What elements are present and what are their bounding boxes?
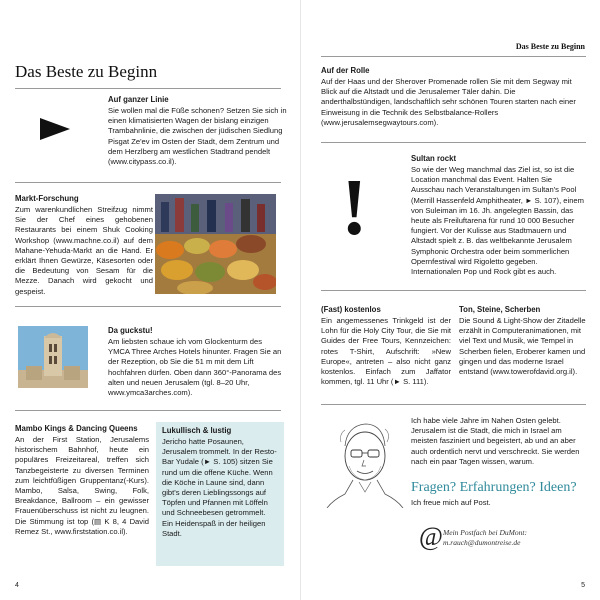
section-text: Ein angemessenes Trinkgeld ist der Lohn für die Holy City Tour, die Sie mit Guides der Free Tours, Kennzeichen: rotes T-Shirt, Aufschrift: »New Europe«, antreten – also nicht ganz kostenlos. Einfach zum Jaffator kommen, tgl. 11 Uhr (► S. 111). (321, 316, 451, 387)
section-text: Die Sound & Light-Show der Zitadelle erzählt in Computeranimationen, mit viel Text und Musik, wie Tempel in Scherben fielen, Eroberer kamen und gingen und das moderne Israel entstand (www.towerofdavid.org.il). (459, 316, 586, 377)
divider (321, 404, 586, 405)
section-text: Jericho hatte Posaunen, Jerusalem trommelt. In der Resto-Bar Yudale (► S. 105) sitzen Sie rund um die offene Küche. Wenn die Köche in Laune sind, dann gibt's deren Lieblingssongs auf Töpfen und Pfannen mit Löffeln und Schneebesen getrommelt. Ein Heidenspaß in der heiligen Stadt. (162, 437, 277, 538)
feedback-subtext: Ich freue mich auf Post. (411, 498, 491, 507)
exclamation-icon: ! (341, 164, 368, 252)
running-head: Das Beste zu Beginn (515, 42, 585, 51)
section-text: Sie wollen mal die Füße schonen? Setzen Sie sich in einen klimatisierten Wagen der bislang einzigen Trambahnlinie, die zwischen der jüdischen Siedlung Pisgat Ze'ev im Osten der Stadt, dem Zentrum und dem Herzlberg am westlichen Stadtrand pendelt (www.citypass.co.il). (108, 106, 287, 167)
section-heading: Lukullisch & lustig (162, 426, 232, 435)
author-portrait-sketch (323, 416, 405, 508)
section-text-main: An der First Station, Jerusalems historischem Bahnhof, heute ein populäres Freizeitareal, treffen sich Tanzbegeisterte zu diversen Terminen zum leichtfüßigen Gruppentanz(-Kurs). Mambo, Salsa, Swing, Folk, Breakdance, Ballroom – ein gewisser Frauenüberschuss ist nicht zu leugnen. Die Stimmung ist top ( (15, 435, 149, 526)
divider (321, 56, 586, 57)
section-da-guckstu (108, 326, 284, 398)
section-text: Am liebsten schaue ich vom Glockenturm des YMCA Three Arches Hotels hinunter. Fragen Sie an der Rezeption, ob Sie die 51 m mit dem Lift hochfahren dürfen. Oben dann 360°-Panorama des alten und neuen Jerusalem (tgl. 8–20 Uhr, www.ymca3arches.com). (108, 337, 282, 398)
arrow-right-icon (40, 118, 70, 140)
section-text: Zum warenkundlichen Streifzug nimmt Sie der Chef eines gehobenen Restaurants bei einem Shuk Cooking Workshop (www.machne.co.il) auf dem Mahane-Yehuda-Markt an die Hand. Er erklärt Ihnen Gewürze, Käsesorten oder die Bedeutung von Sesam für die Mezze. Danach wird gekocht und gespeist. (15, 205, 153, 296)
section-auf-ganzer-linie (108, 95, 288, 167)
section-heading: Markt-Forschung (15, 194, 79, 203)
section-heading: Ton, Steine, Scherben (459, 305, 541, 314)
tip-box-lukullisch (156, 422, 284, 566)
section-heading: Auf der Rolle (321, 66, 370, 75)
feedback-question: Fragen? Erfahrungen? Ideen? (411, 480, 577, 495)
section-sultan-rockt (411, 154, 587, 277)
mail-address[interactable]: m.rauch@dumontreise.de (443, 538, 521, 547)
ymca-tower-photo (18, 326, 88, 388)
divider (321, 142, 586, 143)
author-text: Ich habe viele Jahre im Nahen Osten gelebt. Jerusalem ist die Stadt, die mich in Israel am meisten fasziniert und begeistert, ab und an aber auch ordentlich nervt und verschreckt. Sie werden nach ein paar Tagen wissen, warum. (411, 416, 580, 466)
divider (15, 88, 281, 89)
page-number: 5 (581, 582, 585, 589)
section-heading: Mambo Kings & Dancing Queens (15, 424, 138, 433)
section-fast-kostenlos (321, 305, 451, 387)
section-auf-der-rolle (321, 66, 583, 128)
section-text: So wie der Weg manchmal das Ziel ist, so ist die Location manchmal das Event. Halten Sie Ausschau nach Veranstaltungen im Sultan's Pool (Merrill Hassenfeld Amphitheater, ► S. 107), einem von Suleiman im 16. Jh. angelegten Bassin, das heute als Freiluftarena für rund 10 000 Besucher fungiert. Vor der Kulisse aus Stadtmauern und Altstadt spielt z. B. das weltbekannte Jerusalem Symphonic Orchestra oder beim sommerlichen Opernfestival wird Rigoletto gegeben. Internationalen Pop und Rock gibt es auch. (411, 165, 584, 277)
section-markt-forschung (15, 194, 153, 297)
divider (15, 306, 281, 307)
section-mambo-kings (15, 424, 149, 537)
divider (15, 410, 281, 411)
author-note (411, 416, 586, 467)
right-page (300, 0, 600, 600)
map-reference: K 8, 4 David Remez St., www.firststation.co.il). (15, 516, 149, 536)
divider (321, 290, 586, 291)
section-heading: (Fast) kostenlos (321, 305, 381, 314)
section-heading: Da guckstu! (108, 326, 153, 335)
section-text (15, 435, 149, 537)
section-ton-steine-scherben (459, 305, 587, 377)
divider (15, 182, 281, 183)
mail-box (443, 528, 593, 548)
page-number: 4 (15, 582, 19, 589)
section-text: Auf der Haas und der Sherover Promenade rollen Sie mit dem Segway mit Blick auf die Altstadt und die Jerusalemer Täler dahin. Die anderthalbstündigen, landschaftlich sehr schönen Touren starten nach einer Einweisung in die Technik des Selbstbalance-Rollers (www.jerusalemsegwaytours.com). (321, 77, 576, 127)
page-title: Das Beste zu Beginn (15, 62, 158, 81)
map-icon: ▤ (94, 516, 102, 526)
at-sign-icon: @ (419, 522, 443, 551)
section-heading: Auf ganzer Linie (108, 95, 169, 104)
mail-label: Mein Postfach bei DuMont: (443, 528, 527, 537)
market-photo (155, 194, 276, 294)
section-heading: Sultan rockt (411, 154, 457, 163)
